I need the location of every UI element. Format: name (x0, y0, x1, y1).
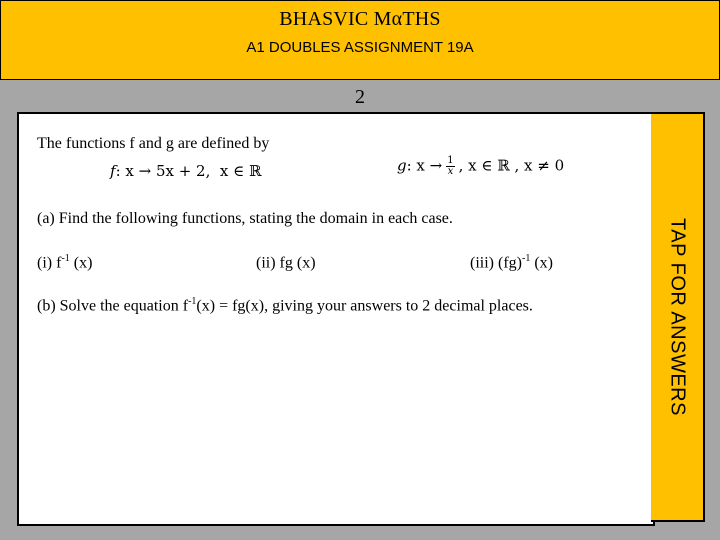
g-domain: , x ∈ ℝ , x ≠ 0 (458, 156, 565, 175)
assignment-subtitle: A1 DOUBLES ASSIGNMENT 19A (246, 39, 474, 56)
question-card (17, 112, 655, 526)
f-name: f (110, 162, 116, 180)
part-a-item-ii: (ii) fg (x) (256, 254, 316, 272)
page-title: BHASVIC MαTHS (279, 8, 441, 30)
fraction-denominator: x (447, 166, 454, 177)
part-b-text: (b) Solve the equation $f^{-1}(x) = fg(x)$, giving your answers to 2 decimal places. (37, 296, 533, 315)
g-name: g (397, 156, 407, 175)
f-domain: x ∈ ℝ (219, 162, 262, 180)
question-intro: The functions f and g are defined by (37, 135, 270, 152)
question-number: 2 (355, 86, 365, 108)
g-definition (397, 156, 564, 177)
g-rule: : x → (406, 156, 443, 175)
f-definition (110, 162, 262, 180)
part-a-item-i: (i) $f^{-1}$ (x) (37, 253, 93, 272)
part-a-text: (a) Find the following functions, stating the domain in each case. (37, 210, 453, 227)
g-fraction (446, 156, 454, 177)
f-rule: : x → 5x + 2, (115, 162, 211, 180)
tap-for-answers-button[interactable] (651, 112, 705, 522)
fraction-numerator: 1 (447, 155, 454, 166)
header-banner (0, 0, 720, 80)
tap-for-answers-label: TAP FOR ANSWERS (666, 218, 689, 416)
part-a-item-iii: (iii) (fg)$^{-1}$ (x) (470, 253, 553, 272)
